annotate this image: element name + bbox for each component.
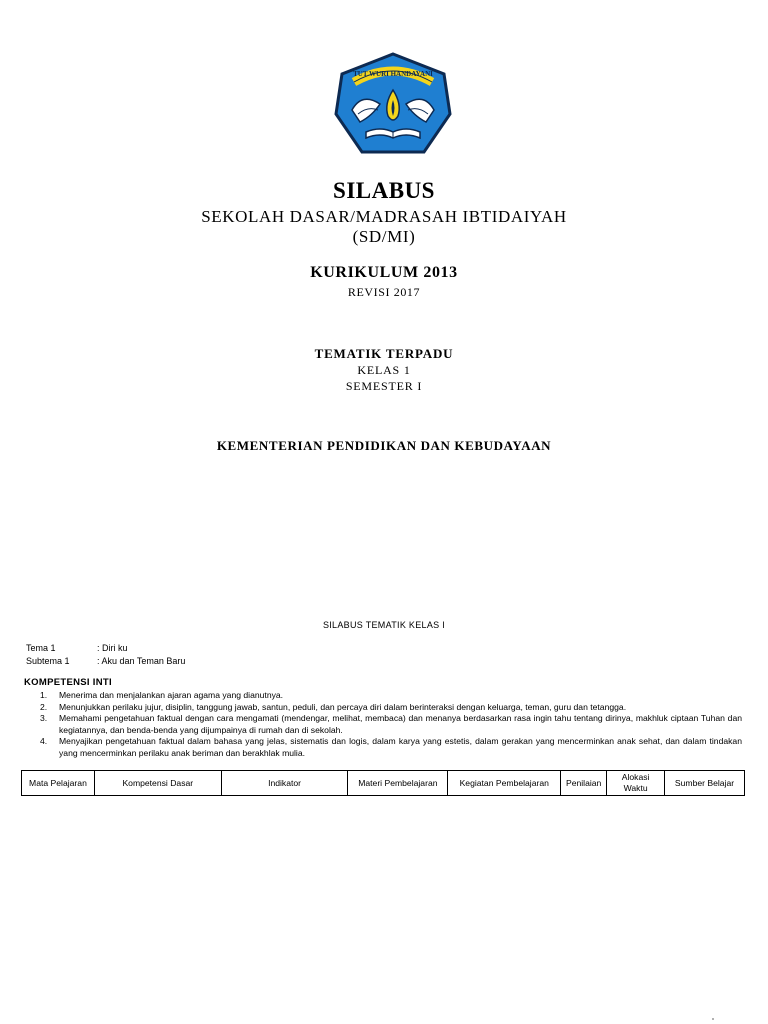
column-header-assessment: Penilaian xyxy=(561,771,607,796)
theme-key: Tema 1 xyxy=(26,643,56,653)
subtheme-row xyxy=(26,656,185,666)
column-header-learning-material: Materi Pembelajaran xyxy=(348,771,448,796)
school-level-abbrev: (SD/MI) xyxy=(352,227,416,246)
list-text: Menerima dan menjalankan ajaran agama yang dianutnya. xyxy=(59,690,284,700)
list-number: 4. xyxy=(40,736,48,747)
column-header-time-allocation: Alokasi Waktu xyxy=(607,771,665,796)
logo-motto-text: TUT WURI HANDAYANI xyxy=(353,70,433,78)
subtheme-key: Subtema 1 xyxy=(26,656,70,666)
column-header-learning-activity: Kegiatan Pembelajaran xyxy=(448,771,561,796)
list-number: 2. xyxy=(40,701,48,712)
list-item xyxy=(40,690,742,702)
semester-label: SEMESTER I xyxy=(345,379,423,393)
school-level-line: SEKOLAH DASAR/MADRASAH IBTIDAIYAH xyxy=(201,207,567,226)
syllabus-table xyxy=(21,770,745,796)
list-text: Memahami pengetahuan faktual dengan cara mengamati (mendengar, melihat, membaca) dan menanya berdasarkan rasa ingin tahu tentang dirinya, makhluk ciptaan Tuhan dan kegiatannya, dan benda-benda yang dijumpainya di rumah dan di sekolah. xyxy=(59,713,742,735)
ministry-label: KEMENTERIAN PENDIDIKAN DAN KEBUDAYAAN xyxy=(216,438,552,453)
syllabus-heading: SILABUS TEMATIK KELAS I xyxy=(322,620,446,630)
column-header-indicator: Indikator xyxy=(221,771,348,796)
theme-value: : Diri ku xyxy=(97,643,128,653)
document-title: SILABUS xyxy=(333,178,435,203)
tut-wuri-handayani-logo xyxy=(332,52,454,162)
subject-label: TEMATIK TERPADU xyxy=(314,346,454,361)
column-header-basic-competence: Kompetensi Dasar xyxy=(94,771,221,796)
column-header-learning-source: Sumber Belajar xyxy=(665,771,745,796)
curriculum-label: KURIKULUM 2013 xyxy=(310,264,458,281)
page-mark xyxy=(712,1018,714,1020)
list-number: 3. xyxy=(40,713,48,724)
list-text: Menunjukkan perilaku jujur, disiplin, tanggung jawab, santun, peduli, dan percaya diri dalam berinteraksi dengan keluarga, teman, guru dan tetangga. xyxy=(59,701,627,712)
list-item xyxy=(40,713,742,736)
theme-row xyxy=(26,643,128,653)
revision-label: REVISI 2017 xyxy=(347,285,421,299)
core-competence-title: KOMPETENSI INTI xyxy=(24,677,112,688)
core-competence-list xyxy=(40,690,742,760)
list-item xyxy=(40,702,742,714)
list-item xyxy=(40,736,742,759)
subtheme-value: : Aku dan Teman Baru xyxy=(97,656,186,666)
column-header-subject: Mata Pelajaran xyxy=(22,771,95,796)
grade-label: KELAS 1 xyxy=(357,363,411,377)
list-text: Menyajikan pengetahuan faktual dalam bahasa yang jelas, sistematis dan logis, dalam karya yang estetis, dalam gerakan yang mencerminkan anak sehat, dan dalam tindakan yang mencerminkan perilaku anak beriman dan berakhlak mulia. xyxy=(59,736,742,758)
list-number: 1. xyxy=(40,690,48,700)
table-header-row xyxy=(22,771,745,796)
